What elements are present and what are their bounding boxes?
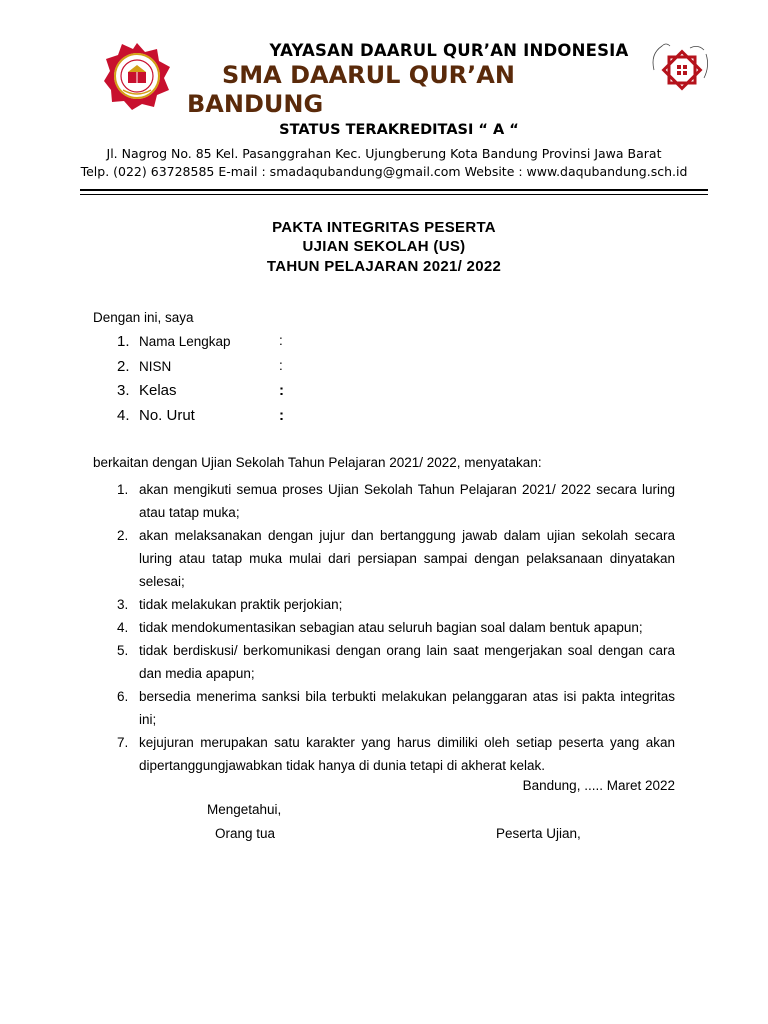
- field-colon: :: [279, 333, 283, 348]
- field-number: 4.: [117, 407, 130, 424]
- item-text: tidak melakukan praktik perjokian;: [139, 597, 343, 612]
- document-title-line3: TAHUN PELAJARAN 2021/ 2022: [266, 258, 502, 275]
- intro-text: Dengan ini, saya: [93, 310, 194, 325]
- header-divider-thin: [80, 194, 708, 195]
- item-number: 5.: [117, 643, 129, 658]
- field-number: 1.: [117, 333, 130, 350]
- school-name-line2: BANDUNG: [187, 90, 324, 118]
- item-text: kejujuran merupakan satu karakter yang harus dimiliki oleh setiap peserta yang akan dipertanggungjawabkan tidak hanya di dunia tetapi di akherat kelak.: [139, 735, 675, 773]
- statement-list: [117, 478, 675, 777]
- item-text: tidak mendokumentasikan sebagian atau seluruh bagian soal dalam bentuk apapun;: [139, 620, 643, 635]
- field-colon: :: [279, 407, 284, 424]
- item-text: akan melaksanakan dengan jujur dan bertanggung jawab dalam ujian sekolah secara luring atau tatap muka mulai dari persiapan sampai dengan pelaksanaan dinyatakan selesai;: [139, 528, 675, 589]
- list-item: [117, 478, 675, 524]
- list-item: [117, 524, 675, 593]
- list-item: [117, 639, 675, 685]
- field-label: Nama Lengkap: [139, 334, 231, 349]
- item-number: 7.: [117, 735, 129, 750]
- place-date: Bandung, ..... Maret 2022: [522, 778, 675, 793]
- field-number: 3.: [117, 382, 130, 399]
- list-item: [117, 731, 675, 777]
- statement-intro: berkaitan dengan Ujian Sekolah Tahun Pelajaran 2021/ 2022, menyatakan:: [93, 455, 542, 470]
- list-item: [117, 616, 675, 639]
- field-class: [117, 382, 284, 399]
- foundation-name: YAYASAN DAARUL QUR’AN INDONESIA: [269, 41, 629, 60]
- school-address: Jl. Nagrog No. 85 Kel. Pasanggrahan Kec. Ujungberung Kota Bandung Provinsi Jawa Barat: [106, 146, 662, 161]
- parent-signature-label: Orang tua: [215, 826, 276, 841]
- item-number: 1.: [117, 482, 129, 497]
- item-number: 2.: [117, 528, 129, 543]
- participant-signature-label: Peserta Ujian,: [496, 826, 581, 841]
- acknowledged-label: Mengetahui,: [207, 802, 282, 817]
- school-name-line1: SMA DAARUL QUR’AN: [222, 61, 515, 89]
- header-divider-thick: [80, 189, 708, 191]
- item-number: 4.: [117, 620, 129, 635]
- item-number: 6.: [117, 689, 129, 704]
- item-number: 3.: [117, 597, 129, 612]
- field-label: No. Urut: [139, 407, 195, 424]
- field-label: Kelas: [139, 382, 177, 399]
- document-title-line2: UJIAN SEKOLAH (US): [302, 238, 466, 255]
- field-colon: :: [279, 358, 283, 373]
- list-item: [117, 593, 675, 616]
- item-text: tidak berdiskusi/ berkomunikasi dengan orang lain saat mengerjakan soal dengan cara dan media apapun;: [139, 643, 675, 681]
- field-full-name: [117, 333, 283, 350]
- field-serial-number: [117, 407, 284, 424]
- school-contact: Telp. (022) 63728585 E-mail : smadaqubandung@gmail.com Website : www.daqubandung.sch.id: [80, 164, 688, 179]
- item-text: akan mengikuti semua proses Ujian Sekolah Tahun Pelajaran 2021/ 2022 secara luring atau tatap muka;: [139, 482, 675, 520]
- field-number: 2.: [117, 358, 130, 375]
- item-text: bersedia menerima sanksi bila terbukti melakukan pelanggaran atas isi pakta integritas ini;: [139, 689, 675, 727]
- field-colon: :: [279, 382, 284, 399]
- field-label: NISN: [139, 359, 172, 374]
- document-title-line1: PAKTA INTEGRITAS PESERTA: [272, 219, 496, 236]
- accreditation-status: STATUS TERAKREDITASI “ A “: [279, 122, 519, 138]
- field-nisn: [117, 358, 283, 375]
- list-item: [117, 685, 675, 731]
